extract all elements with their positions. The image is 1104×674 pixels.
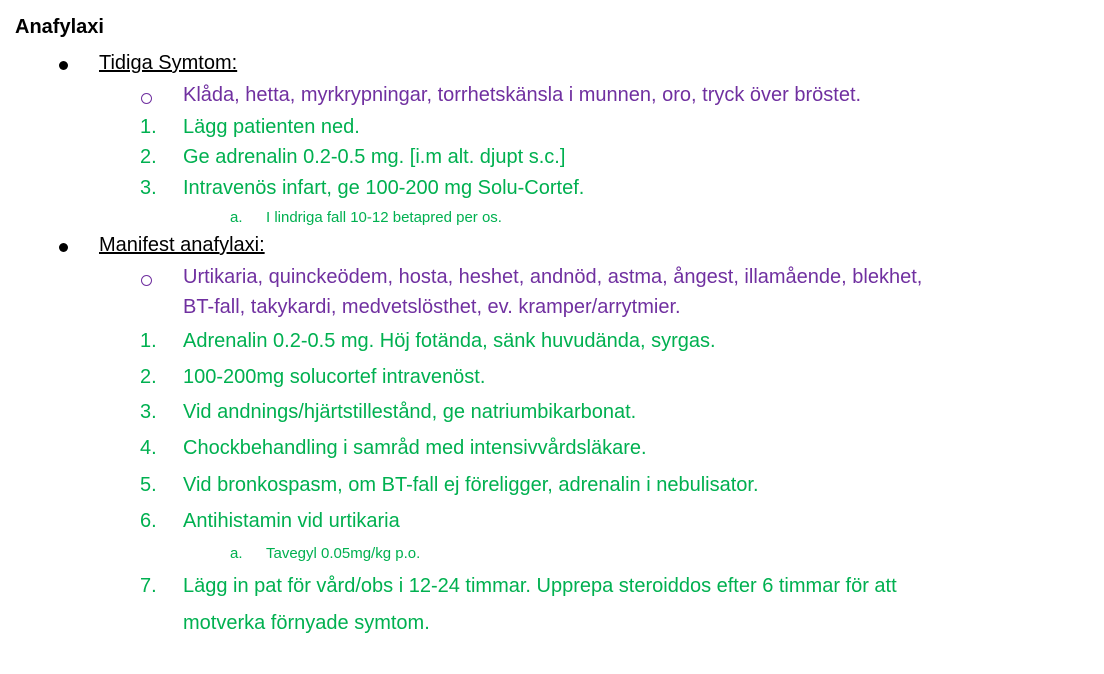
step-number: 6. bbox=[140, 510, 157, 532]
substep-letter: a. bbox=[230, 545, 243, 562]
step-text-line1: Lägg in pat för vård/obs i 12-24 timmar. Upprepa steroiddos efter 6 timmar för att bbox=[183, 575, 897, 597]
step-text: Lägg patienten ned. bbox=[183, 116, 360, 138]
bullet-icon bbox=[59, 61, 68, 70]
step-number: 4. bbox=[140, 437, 157, 459]
step-text-line2: motverka förnyade symtom. bbox=[183, 612, 430, 634]
step-text: Adrenalin 0.2-0.5 mg. Höj fotända, sänk huvudända, syrgas. bbox=[183, 330, 716, 352]
step-number: 2. bbox=[140, 366, 157, 388]
step-text: 100-200mg solucortef intravenöst. bbox=[183, 366, 486, 388]
step-text: Vid andnings/hjärtstillestånd, ge natriumbikarbonat. bbox=[183, 401, 637, 423]
step-number: 5. bbox=[140, 474, 157, 496]
step-number: 2. bbox=[140, 146, 157, 168]
step-number: 7. bbox=[140, 575, 157, 597]
page-title: Anafylaxi bbox=[15, 16, 104, 38]
step-number: 3. bbox=[140, 401, 157, 423]
symptoms-text: Klåda, hetta, myrkrypningar, torrhetskänsla i munnen, oro, tryck över bröstet. bbox=[183, 84, 862, 106]
step-text: Ge adrenalin 0.2-0.5 mg. [i.m alt. djupt s.c.] bbox=[183, 146, 566, 168]
step-text: Intravenös infart, ge 100-200 mg Solu-Cortef. bbox=[183, 177, 585, 199]
circle-bullet-icon bbox=[141, 275, 152, 286]
step-number: 1. bbox=[140, 330, 157, 352]
step-text: Antihistamin vid urtikaria bbox=[183, 510, 400, 532]
bullet-icon bbox=[59, 243, 68, 252]
symptoms-text-line2: BT-fall, takykardi, medvetslösthet, ev. kramper/arrytmier. bbox=[183, 296, 681, 318]
substep-letter: a. bbox=[230, 209, 243, 226]
substep-text: I lindriga fall 10-12 betapred per os. bbox=[266, 209, 502, 226]
symptoms-text-line1: Urtikaria, quinckeödem, hosta, heshet, andnöd, astma, ångest, illamående, blekhet, bbox=[183, 266, 923, 288]
circle-bullet-icon bbox=[141, 93, 152, 104]
step-number: 3. bbox=[140, 177, 157, 199]
step-number: 1. bbox=[140, 116, 157, 138]
section-heading: Tidiga Symtom: bbox=[99, 52, 238, 74]
substep-text: Tavegyl 0.05mg/kg p.o. bbox=[266, 545, 421, 562]
step-text: Vid bronkospasm, om BT-fall ej föreligger, adrenalin i nebulisator. bbox=[183, 474, 759, 496]
step-text: Chockbehandling i samråd med intensivvårdsläkare. bbox=[183, 437, 647, 459]
section-heading: Manifest anafylaxi: bbox=[99, 234, 265, 256]
